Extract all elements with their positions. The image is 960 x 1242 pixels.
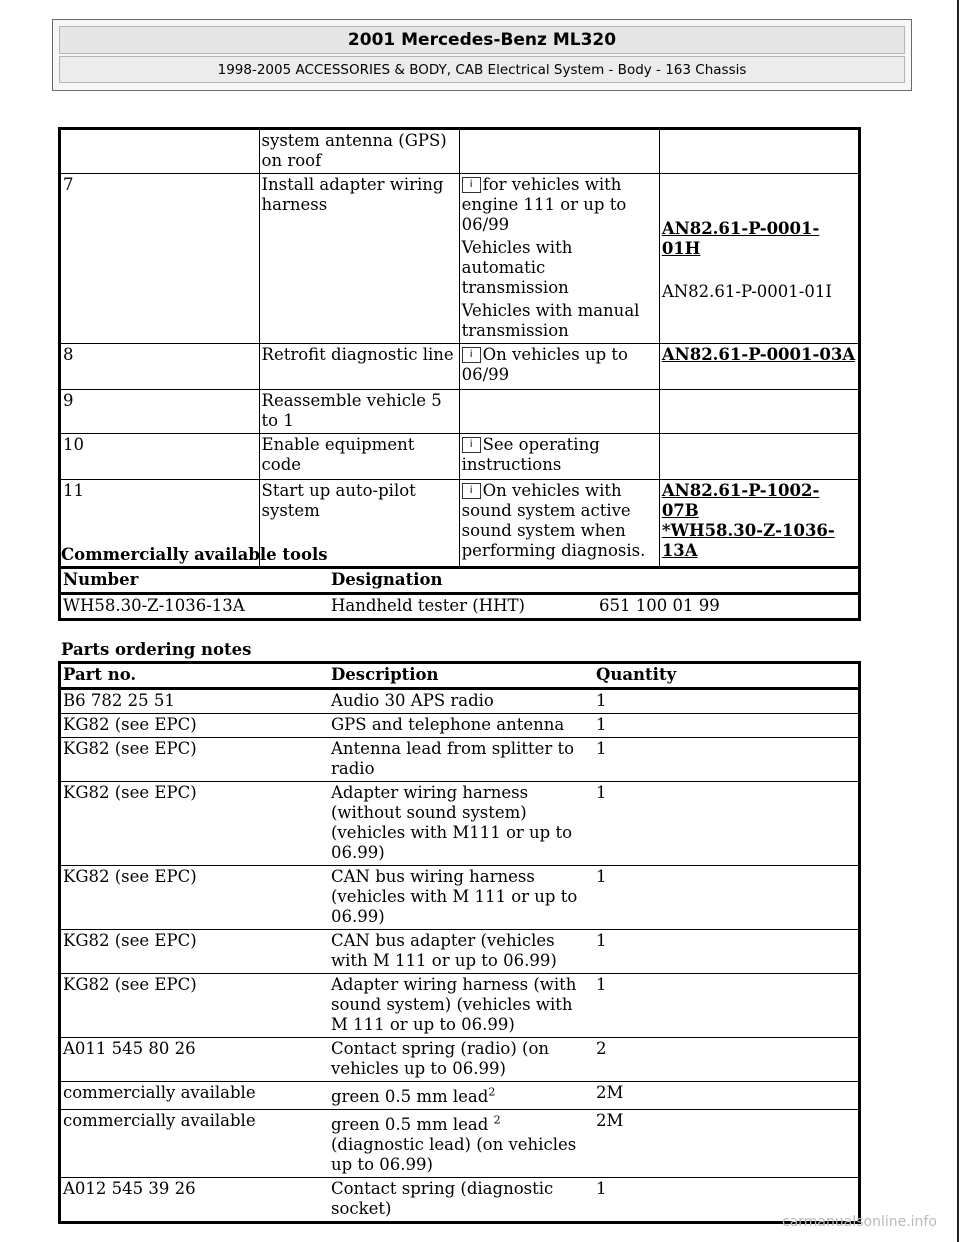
part-description: Adapter wiring harness (without sound system) (vehicles with M111 or up to 06.99)	[329, 782, 594, 866]
action-cell: Enable equipment code	[259, 434, 459, 480]
step-number: 10	[60, 434, 260, 480]
table-row	[60, 714, 860, 738]
part-quantity: 2M	[594, 1082, 860, 1110]
info-icon: i	[462, 483, 481, 499]
tool-part-number: 651 100 01 99	[597, 594, 860, 620]
part-description: CAN bus wiring harness (vehicles with M 111 or up to 06.99)	[329, 866, 594, 930]
action-cell: Retrofit diagnostic line	[259, 344, 459, 390]
part-description: Adapter wiring harness (with sound system) (vehicles with M 111 or up to 06.99)	[329, 974, 594, 1038]
procedure-table	[58, 127, 861, 569]
note-cell: i See operating instructions	[459, 434, 659, 480]
parts-table	[58, 661, 861, 1224]
part-description: Audio 30 APS radio	[329, 689, 594, 714]
info-icon: i	[462, 177, 481, 193]
reference-cell	[659, 174, 859, 344]
table-row	[60, 344, 860, 390]
tools-table	[58, 566, 861, 621]
info-icon: i	[462, 437, 481, 453]
part-description: green 0.5 mm lead$^2$	[329, 1082, 594, 1110]
table-row	[60, 1038, 860, 1082]
part-quantity: 1	[594, 866, 860, 930]
table-row	[60, 1082, 860, 1110]
part-number: commercially available	[60, 1110, 330, 1178]
document-title: 2001 Mercedes-Benz ML320	[59, 26, 905, 54]
table-header-row	[60, 663, 860, 689]
part-quantity: 1	[594, 738, 860, 782]
column-header: Part no.	[60, 663, 330, 689]
reference-link[interactable]: AN82.61-P-1002-07B	[661, 481, 820, 520]
part-description: Contact spring (radio) (on vehicles up to 06.99)	[329, 1038, 594, 1082]
reference-cell	[659, 344, 859, 390]
note-cell: i On vehicles up to 06/99	[459, 344, 659, 390]
table-row	[60, 594, 860, 620]
table-row	[60, 129, 860, 174]
action-cell: system antenna (GPS) on roof	[259, 129, 459, 174]
note-cell: i On vehicles with sound system active sound system when performing diagnosis.	[459, 480, 659, 568]
part-quantity: 1	[594, 974, 860, 1038]
action-cell: Reassemble vehicle 5 to 1	[259, 390, 459, 434]
table-row	[60, 974, 860, 1038]
parts-section-title: Parts ordering notes	[61, 640, 252, 659]
part-quantity: 2M	[594, 1110, 860, 1178]
table-row	[60, 1110, 860, 1178]
table-row	[60, 930, 860, 974]
part-quantity: 2	[594, 1038, 860, 1082]
column-header: Number	[60, 568, 330, 594]
note-cell: i for vehicles with engine 111 or up to 06/99 Vehicles with automatic transmission Vehicles with manual transmission	[459, 174, 659, 344]
part-number: KG82 (see EPC)	[60, 866, 330, 930]
sub-condition: Vehicles with automatic transmission	[461, 238, 573, 297]
table-row	[60, 434, 860, 480]
part-description: Contact spring (diagnostic socket)	[329, 1178, 594, 1223]
tool-number: WH58.30-Z-1036-13A	[60, 594, 330, 620]
table-row	[60, 1178, 860, 1223]
column-header: Designation	[329, 568, 597, 594]
column-header	[597, 568, 860, 594]
reference-link[interactable]: AN82.61-P-0001-03A	[661, 345, 856, 364]
document-subtitle: 1998-2005 ACCESSORIES & BODY, CAB Electrical System - Body - 163 Chassis	[59, 56, 905, 83]
part-number: A012 545 39 26	[60, 1178, 330, 1223]
part-description: green 0.5 mm lead $^2$ (diagnostic lead) (on vehicles up to 06.99)	[329, 1110, 594, 1178]
table-header-row	[60, 568, 860, 594]
tools-section-title: Commercially available tools	[61, 545, 328, 564]
table-row	[60, 390, 860, 434]
column-header: Description	[329, 663, 594, 689]
part-quantity: 1	[594, 782, 860, 866]
info-icon: i	[462, 347, 481, 363]
part-quantity: 1	[594, 1178, 860, 1223]
table-row	[60, 738, 860, 782]
column-header: Quantity	[594, 663, 860, 689]
table-row	[60, 866, 860, 930]
step-number: 8	[60, 344, 260, 390]
part-quantity: 1	[594, 689, 860, 714]
reference-link[interactable]: AN82.61-P-0001-01H	[661, 219, 820, 258]
part-number: KG82 (see EPC)	[60, 930, 330, 974]
part-number: B6 782 25 51	[60, 689, 330, 714]
table-row	[60, 174, 860, 344]
sub-condition: Vehicles with manual transmission	[461, 301, 640, 340]
step-number: 9	[60, 390, 260, 434]
reference-cell	[659, 480, 859, 568]
table-row	[60, 782, 860, 866]
part-description: GPS and telephone antenna	[329, 714, 594, 738]
step-number: 11	[60, 480, 260, 568]
action-cell: Start up auto-pilot system	[259, 480, 459, 568]
part-number: KG82 (see EPC)	[60, 782, 330, 866]
table-row	[60, 689, 860, 714]
action-cell: Install adapter wiring harness	[259, 174, 459, 344]
part-number: KG82 (see EPC)	[60, 974, 330, 1038]
step-number: 7	[60, 174, 260, 344]
part-description: Antenna lead from splitter to radio	[329, 738, 594, 782]
part-number: KG82 (see EPC)	[60, 714, 330, 738]
document-header	[52, 19, 912, 91]
part-quantity: 1	[594, 930, 860, 974]
tool-designation: Handheld tester (HHT)	[329, 594, 597, 620]
reference-text: AN82.61-P-0001-01I	[661, 282, 832, 301]
reference-link[interactable]: *WH58.30-Z-1036-13A	[661, 521, 835, 560]
part-quantity: 1	[594, 714, 860, 738]
part-number: A011 545 80 26	[60, 1038, 330, 1082]
part-number: KG82 (see EPC)	[60, 738, 330, 782]
part-number: commercially available	[60, 1082, 330, 1110]
watermark: carmanualsonline.info	[782, 1214, 937, 1230]
part-description: CAN bus adapter (vehicles with M 111 or up to 06.99)	[329, 930, 594, 974]
